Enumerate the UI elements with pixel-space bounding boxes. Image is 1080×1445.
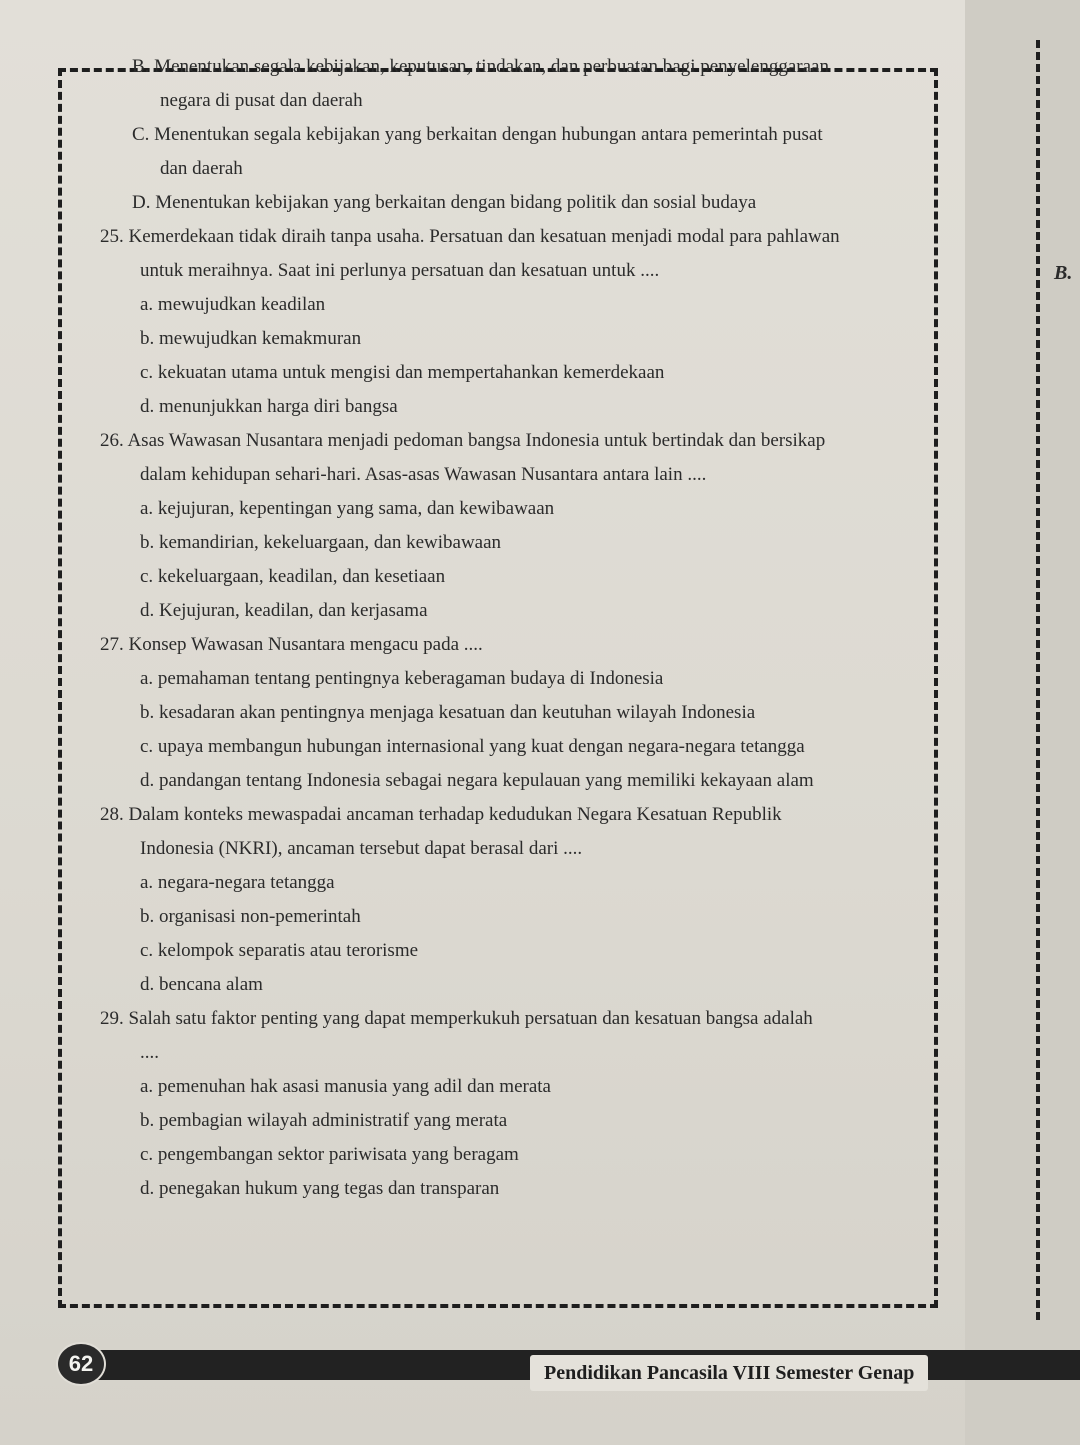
prev-option-b <box>100 50 930 118</box>
prev-option-d <box>100 186 930 220</box>
option-c: c. kekeluargaan, keadilan, dan kesetiaan <box>140 566 446 587</box>
option-a: a. negara-negara tetangga <box>140 872 335 893</box>
question-text: 25. Kemerdekaan tidak diraih tanpa usaha. Persatuan dan kesatuan menjadi modal para pahlawan <box>100 226 840 247</box>
option-a: a. pemenuhan hak asasi manusia yang adil dan merata <box>140 1076 551 1097</box>
question-text-continued: Indonesia (NKRI), ancaman tersebut dapat berasal dari .... <box>140 838 583 859</box>
option-c: c. pengembangan sektor pariwisata yang beragam <box>140 1144 519 1165</box>
question-text-continued: untuk meraihnya. Saat ini perlunya persatuan dan kesatuan untuk .... <box>140 260 660 281</box>
option-text-continued: dan daerah <box>160 158 243 179</box>
option-text: D. Menentukan kebijakan yang berkaitan dengan bidang politik dan sosial budaya <box>132 192 757 213</box>
question-text: 27. Konsep Wawasan Nusantara mengacu pada .... <box>100 634 483 655</box>
option-b: b. kemandirian, kekeluargaan, dan kewibawaan <box>140 532 502 553</box>
next-page-dashed-frame <box>1036 40 1076 1320</box>
question-text-continued: dalam kehidupan sehari-hari. Asas-asas Wawasan Nusantara antara lain .... <box>140 464 707 485</box>
option-d: d. Kejujuran, keadilan, dan kerjasama <box>140 600 428 621</box>
option-b: b. pembagian wilayah administratif yang merata <box>140 1110 508 1131</box>
question-text: 26. Asas Wawasan Nusantara menjadi pedoman bangsa Indonesia untuk bertindak dan bersikap <box>100 430 826 451</box>
question-25 <box>100 220 930 424</box>
option-a: a. pemahaman tentang pentingnya keberagaman budaya di Indonesia <box>140 668 664 689</box>
question-28 <box>100 798 930 1002</box>
option-b: b. organisasi non-pemerintah <box>140 906 361 927</box>
option-c: c. kekuatan utama untuk mengisi dan mempertahankan kemerdekaan <box>140 362 665 383</box>
option-text: C. Menentukan segala kebijakan yang berkaitan dengan hubungan antara pemerintah pusat <box>132 124 823 145</box>
question-list <box>100 50 930 1206</box>
option-text-continued: negara di pusat dan daerah <box>160 90 363 111</box>
question-text-continued: .... <box>140 1042 159 1063</box>
option-text: B. Menentukan segala kebijakan, keputusan, tindakan, dan perbuatan bagi penyelenggaraan <box>132 56 829 77</box>
option-c: c. kelompok separatis atau terorisme <box>140 940 419 961</box>
question-26 <box>100 424 930 628</box>
option-a: a. kejujuran, kepentingan yang sama, dan kewibawaan <box>140 498 555 519</box>
next-page-letter: B. <box>1054 262 1073 284</box>
prev-option-c <box>100 118 930 186</box>
book-title-label: Pendidikan Pancasila VIII Semester Genap <box>530 1355 928 1391</box>
option-c: c. upaya membangun hubungan internasional yang kuat dengan negara-negara tetangga <box>140 736 805 757</box>
question-text: 28. Dalam konteks mewaspadai ancaman terhadap kedudukan Negara Kesatuan Republik <box>100 804 782 825</box>
question-27 <box>100 628 930 798</box>
option-d: d. pandangan tentang Indonesia sebagai negara kepulauan yang memiliki kekayaan alam <box>140 770 814 791</box>
question-29 <box>100 1002 930 1206</box>
option-d: d. bencana alam <box>140 974 263 995</box>
question-text: 29. Salah satu faktor penting yang dapat memperkukuh persatuan dan kesatuan bangsa adalah <box>100 1008 813 1029</box>
page-number-badge: 62 <box>56 1342 106 1386</box>
option-d: d. penegakan hukum yang tegas dan transparan <box>140 1178 500 1199</box>
option-d: d. menunjukkan harga diri bangsa <box>140 396 398 417</box>
option-a: a. mewujudkan keadilan <box>140 294 326 315</box>
option-b: b. mewujudkan kemakmuran <box>140 328 362 349</box>
option-b: b. kesadaran akan pentingnya menjaga kesatuan dan keutuhan wilayah Indonesia <box>140 702 756 723</box>
